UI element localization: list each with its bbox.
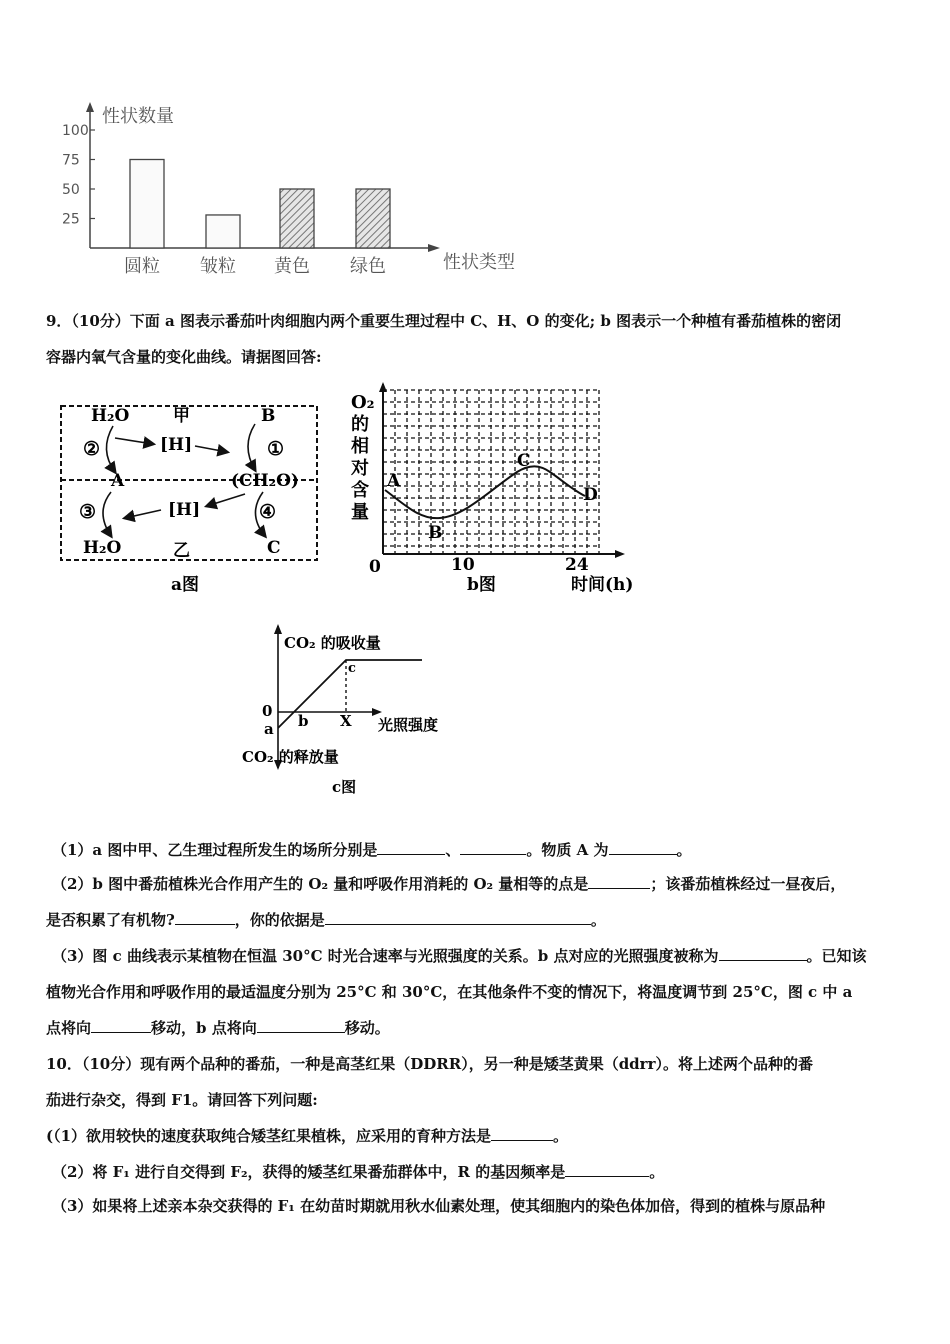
y-axis-arrow	[86, 102, 94, 112]
fb-y-arrow	[379, 382, 387, 392]
fc-a: a	[264, 720, 274, 738]
fa-arrow-h-to-h2o	[125, 510, 161, 518]
fc-b: b	[298, 712, 309, 730]
figure-b-graph	[345, 380, 655, 605]
fc-zero: 0	[262, 702, 273, 720]
fa-h-bottom: [H]	[168, 500, 201, 520]
q9-sub3-line3	[46, 1011, 912, 1045]
q10-intro-line1: 10．（10分）现有两个品种的番茄，一种是高茎红果（DDRR），另一种是矮茎黄果（ddrr）。将上述两个品种的番	[46, 1055, 813, 1073]
q9-intro-line2: 容器内氧气含量的变化曲线。请据图回答:	[46, 348, 322, 366]
q9-sub3-line2: 植物光合作用和呼吸作用的最适温度分别为 25°C 和 30°C，在其他条件不变的情况下，将温度调节到 25°C，图 c 中 a	[46, 983, 853, 1001]
fa-h2o-bottom: H₂O	[83, 538, 122, 558]
fa-circle3: ③	[79, 501, 97, 523]
fb-point-c: C	[517, 451, 531, 471]
x-axis-arrow	[428, 244, 440, 252]
fc-x-label: 光照强度	[378, 716, 439, 734]
fc-caption: c图	[332, 778, 357, 796]
fb-y-label-char: 含	[351, 480, 369, 501]
fb-x-10: 10	[451, 555, 475, 575]
q9-sub3-line1	[52, 939, 918, 973]
fc-y-arrow-up	[274, 624, 282, 634]
fa-ch2o: (CH₂O)	[231, 471, 299, 491]
fa-circle1: ①	[267, 438, 285, 460]
q9-sub1-sep: 、	[445, 841, 461, 859]
q9-sub1-blank3[interactable]	[609, 840, 677, 855]
fa-jia: 甲	[173, 406, 190, 426]
q10-intro-line2: 茄进行杂交，得到 F1。请回答下列问题:	[46, 1091, 318, 1109]
q9-sub3-text3: 点将向	[46, 1019, 92, 1037]
y-tick-label: 75	[62, 152, 80, 169]
q9-sub1-text2: 。物质 A 为	[526, 841, 609, 859]
q10-sub1-blank[interactable]	[491, 1126, 553, 1141]
q9-sub3-text1: （3）图 c 曲线表示某植物在恒温 30°C 时光合速率与光照强度的关系。b 点对应的光照强度被称为	[52, 947, 719, 965]
q9-sub2-text1: （2）b 图中番茄植株光合作用产生的 O₂ 量和呼吸作用消耗的 O₂ 量相等的点是	[52, 875, 589, 893]
fa-circle4: ④	[259, 501, 277, 523]
x-category-label: 绿色	[350, 256, 386, 277]
q9-sub2-text2: ；该番茄植株经过一昼夜后，	[650, 875, 846, 893]
fb-point-d: D	[583, 485, 598, 505]
fc-x-arrow	[372, 708, 382, 716]
fa-circle2: ②	[83, 438, 101, 460]
fb-y-label-char: 对	[351, 458, 369, 479]
y-tick-label: 100	[62, 123, 89, 139]
fc-ylabel-top: CO₂ 的吸收量	[284, 634, 381, 652]
q9-sub1-blank2[interactable]	[460, 840, 526, 855]
fb-x-0: 0	[369, 557, 381, 577]
y-tick-label: 50	[62, 182, 80, 198]
fa-c: C	[267, 538, 281, 558]
fa-arrow-b-to-ch2o	[248, 424, 255, 470]
q9-sub2-blank2[interactable]	[175, 910, 235, 925]
fb-point-a: A	[387, 471, 401, 491]
fa-a: A	[111, 471, 125, 491]
q9-sub3-blank2[interactable]	[91, 1018, 151, 1033]
fa-h2o-top: H₂O	[91, 406, 130, 426]
fb-y-label-char: 相	[351, 436, 369, 457]
q9-sub2-end: 。	[590, 911, 606, 929]
figure-a-diagram	[55, 400, 325, 600]
q9-sub2-text3: 是否积累了有机物?	[46, 911, 175, 929]
q9-sub3-text2: 。已知该	[806, 947, 867, 965]
q9-sub2-line1	[52, 867, 918, 901]
fc-ylabel-bottom: CO₂ 的释放量	[242, 748, 339, 766]
fb-caption: b图	[467, 575, 496, 595]
bar-3	[356, 189, 390, 248]
chart-x-label: 性状类型	[443, 252, 515, 273]
q10-sub1	[46, 1119, 912, 1153]
fa-arrow-ch2o-to-h	[207, 494, 245, 506]
fa-h-top: [H]	[160, 435, 193, 455]
fb-point-b: B	[428, 523, 443, 543]
x-category-label: 黄色	[274, 256, 310, 277]
fa-b: B	[261, 406, 276, 426]
chart-y-label: 性状数量	[102, 106, 174, 127]
q10-sub2-end: 。	[649, 1163, 665, 1181]
q10-sub2-blank[interactable]	[565, 1162, 649, 1177]
fc-x-mark: X	[340, 712, 352, 730]
fb-y-label-char: O₂	[351, 392, 375, 413]
q10-sub1-text: (（1）欲用较快的速度获取纯合矮茎红果植株，应采用的育种方法是	[46, 1127, 492, 1145]
q9-sub2-blank1[interactable]	[588, 874, 650, 889]
fa-arrow-h2o-to-a	[106, 426, 115, 472]
figure-c-graph	[238, 620, 478, 805]
x-category-label: 圆粒	[124, 256, 160, 277]
fa-arrow-h-to-ch2o	[195, 446, 227, 452]
q9-intro-line1: 9．（10分）下面 a 图表示番茄叶肉细胞内两个重要生理过程中 C、H、O 的变化; b 图表示一个种植有番茄植株的密闭	[46, 312, 842, 330]
q10-sub3: （3）如果将上述亲本杂交获得的 F₁ 在幼苗时期就用秋水仙素处理，使其细胞内的染色体加倍，得到的植株与原品种	[52, 1197, 826, 1215]
fa-yi: 乙	[173, 541, 190, 561]
fa-arrow-to-h	[115, 438, 153, 444]
q9-sub3-blank1[interactable]	[719, 946, 807, 961]
q9-sub1	[52, 833, 918, 867]
fc-c: c	[348, 661, 356, 676]
q9-sub3-text4: 移动，b 点将向	[151, 1019, 257, 1037]
fa-arrow-a-to-h2o	[103, 492, 111, 536]
fa-caption: a图	[171, 575, 200, 595]
bar-2	[280, 189, 314, 248]
trait-bar-chart	[50, 90, 550, 285]
fb-y-label-char: 量	[351, 502, 369, 523]
q9-sub1-text1: （1）a 图中甲、乙生理过程所发生的场所分别是	[52, 841, 378, 859]
fb-grid	[383, 390, 599, 554]
bar-0	[130, 160, 164, 249]
q9-sub2-text4: ，你的依据是	[234, 911, 325, 929]
bar-1	[206, 215, 240, 248]
fb-x-arrow	[615, 550, 625, 558]
fb-x-label: 时间(h)	[571, 575, 634, 595]
fb-x-24: 24	[565, 555, 589, 575]
q10-sub2-text: （2）将 F₁ 进行自交得到 F₂，获得的矮茎红果番茄群体中，R 的基因频率是	[52, 1163, 566, 1181]
fb-y-label-char: 的	[351, 414, 369, 435]
q10-sub2	[52, 1155, 918, 1189]
q9-sub1-blank1[interactable]	[377, 840, 445, 855]
x-category-label: 皱粒	[200, 256, 236, 277]
q9-sub2-line2	[46, 903, 912, 937]
q10-sub1-end: 。	[553, 1127, 569, 1145]
q9-sub1-end: 。	[676, 841, 692, 859]
q9-sub3-blank3[interactable]	[257, 1018, 345, 1033]
y-tick-label: 25	[62, 211, 80, 228]
q9-sub3-end: 移动。	[344, 1019, 390, 1037]
q9-sub2-blank3[interactable]	[325, 910, 591, 925]
